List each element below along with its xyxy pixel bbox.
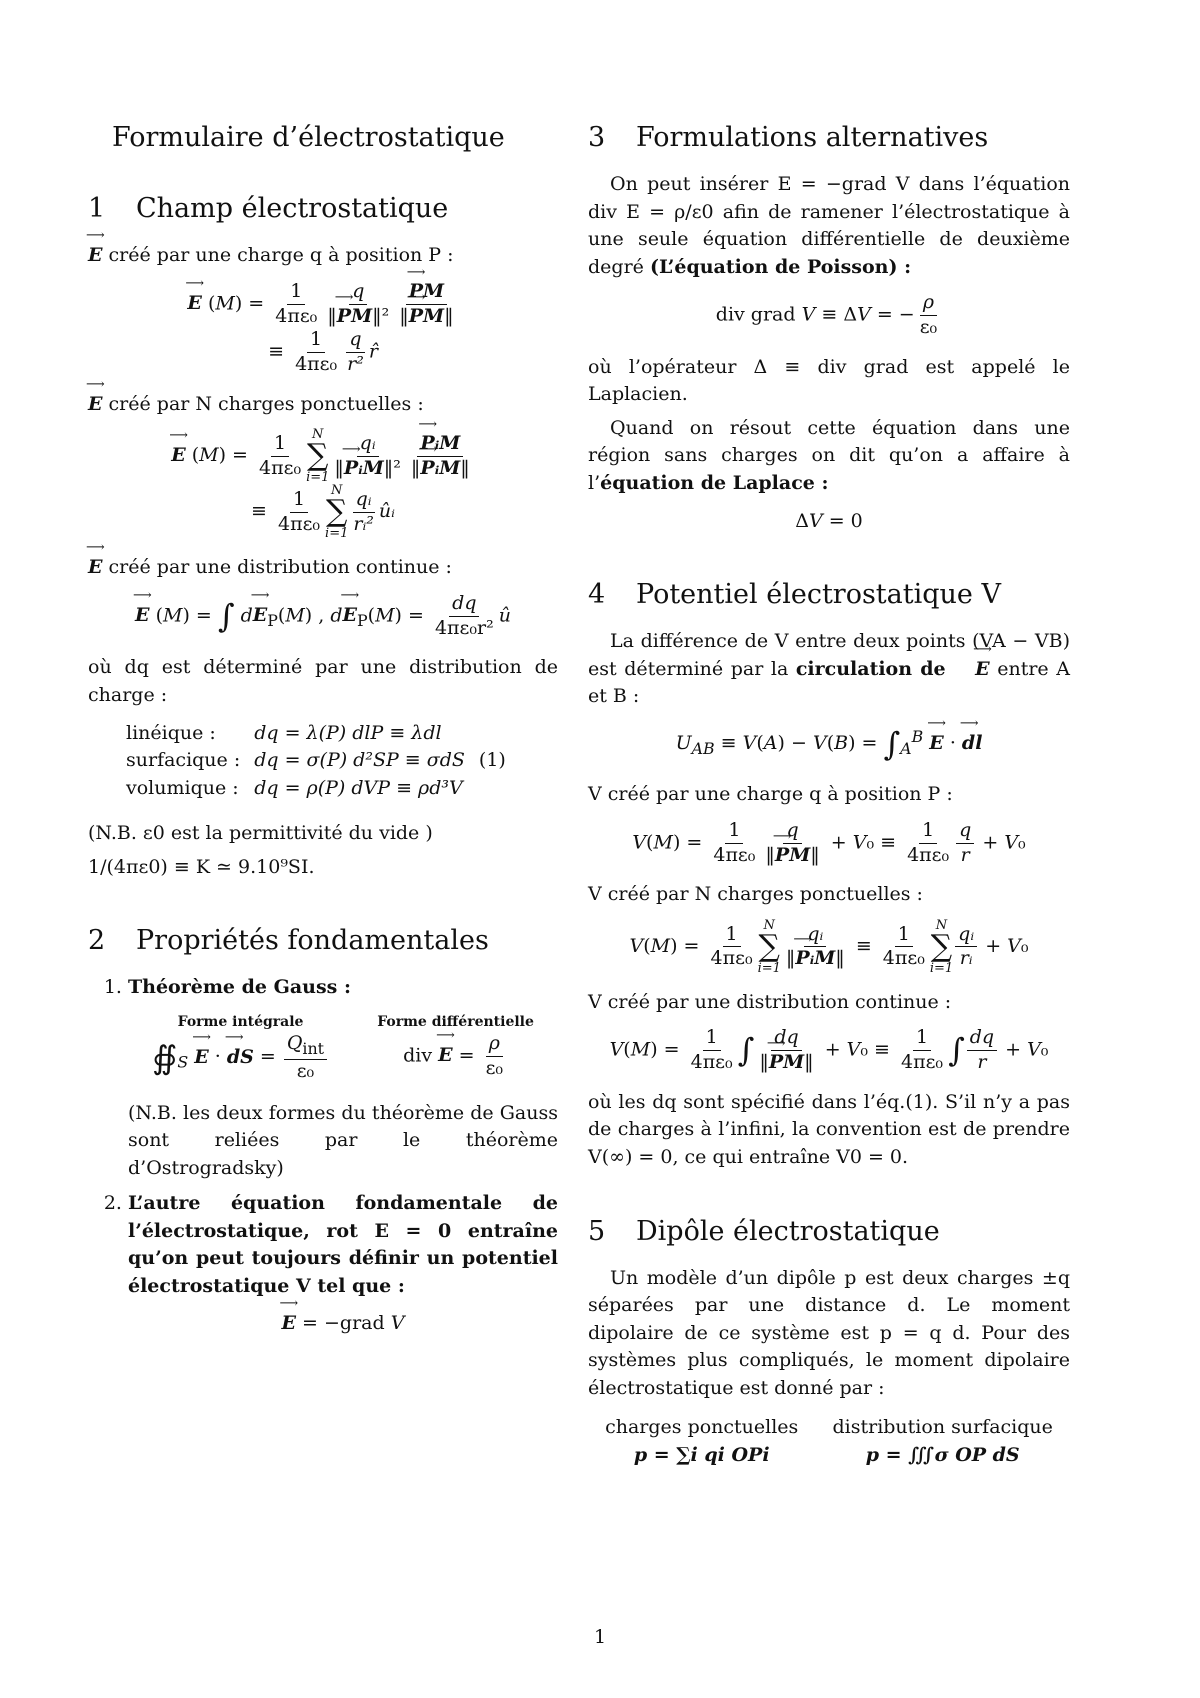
dipole-formulas [588,1414,1070,1469]
right-column [588,118,1070,1470]
e-cont-text: ⟶ E créé par une distribution continue : [88,554,558,582]
gauss-note: (N.B. les deux formes du théorème de Gauss sont reliées par le théorème d’Ostrogradsky) [128,1101,558,1179]
v-charge-text: V créé par une charge q à position P : [588,783,953,806]
distribution-row: surfacique : dq = σ(P) d²SP ≡ σdS (1) [126,747,520,775]
laplace-equation: ΔV = 0 [795,509,863,532]
e-n-equation: ⟶ E (M) = $\frac{1}{\text{4πε₀}}$ N ∑ i=1 $\frac{\text{qᵢ}}{\text{‖⟶ PᵢM‖²}}$ ⟶ $\frac{\text{PᵢM}}{\text{‖⟶ PᵢM‖}}$ ≡ $\frac{1}{\text{4πε₀}}$ N ∑ i=1 $\frac{\text{qᵢ}}{\text{rᵢ²}}$ ûᵢ [88,428,558,540]
section-2-heading: 2 Propriétés fondamentales [88,925,489,957]
dipole-ponctual: charges ponctuelles p = ∑i qi OPi [605,1416,799,1466]
v-cont-equation: V(M) = $\frac{1}{\text{4πε₀}}$ ∫ $\frac{dq}{‖⟶ PM‖}$ + V₀ ≡ $\frac{1}{\text{4πε₀}}$ ∫ $\frac{dq}{r}$ + V₀ [588,1026,1070,1075]
equation-tag: (1) [478,749,506,772]
s4-paragraph-1: La différence de V entre deux points (VA − VB) est déterminé par la circulation de ⟶ E entre A et B : [588,628,1070,711]
gauss-differential-form: Forme différentielle div ⟶ E = $\frac{\rho}{\text{ε₀}}$ [377,1012,534,1084]
page-number: 1 [593,1626,607,1648]
section-4-heading: 4 Potentiel électrostatique V [588,579,1001,611]
v-cont-text: V créé par une distribution continue : [588,990,952,1013]
dipole-surface: distribution surfacique p = ∭σ OP dS [832,1416,1053,1466]
properties-list [88,974,558,1338]
left-column [88,118,558,1352]
e-grad-equation: ⟶ E = −grad V [128,1310,558,1338]
list-item-curl: 2. L’autre équation fondamentale de l’électrostatique, rot E = 0 entraîne qu’on peut toujours définir un potentiel électrostatique V tel que : ⟶ E = −grad V [128,1190,558,1338]
s3-paragraph-2: où l’opérateur Δ ≡ div grad est appelé le Laplacien. [588,355,1070,406]
list-item-gauss: 1. Théorème de Gauss : Forme intégrale $∯_S$ ⟶ E · ⟶ dS = $\frac{Q_{int}}{\text{ε₀}}$ Forme différentielle div ⟶ E = $\frac{\rho}{\text{ε₀}}$ (N.B. les deux formes du théorème de Gauss sont reliées par le théorème d’Ostrogradsky) [128,974,558,1182]
gauss-forms [128,1012,558,1084]
e-charge-equation: ⟶ E (M) = $\frac{1}{\text{4πε₀}}$ $\frac{q}{\text{‖⟶ PM‖²}}$ ⟶ $\frac{PM}{‖⟶ PM‖}$ ≡ $\frac{1}{\text{4πε₀}}$ $\frac{q}{\text{r²}}$ r̂ [88,280,558,377]
e-charge-text: ⟶ E créé par une charge q à position P : [88,242,558,270]
nb-permittivity: (N.B. ε0 est la permittivité du vide ) [88,822,433,845]
v-charge-equation: V(M) = $\frac{1}{\text{4πε₀}}$ $\frac{q}{‖⟶ PM‖}$ + V₀ ≡ $\frac{1}{\text{4πε₀}}$ $\frac{q}{r}$ + V₀ [588,819,1070,868]
section-1-heading: 1 Champ électrostatique [88,193,449,225]
section-5-heading: 5 Dipôle électrostatique [588,1215,940,1247]
e-cont-equation: ⟶ E (M) = ∫ d⟶ $E_P(M)$ , d⟶ $E_P(M)$ = $\frac{dq}{\text{4πε₀r²}}$ û [88,592,558,641]
dq-definition: où dq est déterminé par une distribution de charge : [88,656,558,706]
v-n-equation: V(M) = $\frac{1}{\text{4πε₀}}$ N ∑ i=1 $\frac{\text{qᵢ}}{\text{‖⟶ PᵢM‖}}$ ≡ $\frac{1}{\text{4πε₀}}$ N ∑ i=1 $\frac{\text{qᵢ}}{\text{rᵢ}}$ + V₀ [588,919,1070,975]
distribution-row: volumique : dq = ρ(P) dVP ≡ ρd³V [126,776,463,799]
e-n-text: ⟶ E créé par N charges ponctuelles : [88,391,558,419]
gauss-integral-form: Forme intégrale $∯_S$ ⟶ E · ⟶ dS = $\frac{Q_{int}}{\text{ε₀}}$ [152,1012,329,1084]
s3-paragraph-1: On peut insérer E = −grad V dans l’équation div E = ρ/ε0 afin de ramener l’électrostatique à une seule équation différentielle de deuxième degré (L’équation de Poisson) : [588,173,1070,278]
distribution-table [126,720,520,803]
s4-paragraph-2: où les dq sont spécifié dans l’éq.(1). S’il n’y a pas de charges à l’infini, la convention est de prendre V(∞) = 0, ce qui entraîne V0 = 0. [588,1090,1070,1169]
document-title: Formulaire d’électrostatique [112,122,505,153]
uab-equation: $U_{AB} \equiv V(A) - V(B) = \int_A^B$ ⟶ E · ⟶ dl [588,721,1070,767]
v-n-text: V créé par N charges ponctuelles : [588,883,923,906]
distribution-row: linéique : dq = λ(P) dlP ≡ λdl [126,721,442,744]
poisson-equation: div grad V ≡ ΔV = − $\frac{\rho}{\text{ε₀}}$ [715,291,938,339]
k-value: 1/(4πε0) ≡ K ≃ 9.10⁹SI. [88,855,315,878]
section-3-heading: 3 Formulations alternatives [588,122,989,153]
s3-paragraph-3: Quand on résout cette équation dans une région sans charges on dit qu’on a affaire à l’équation de Laplace : [588,416,1070,495]
s5-paragraph-1: Un modèle d’un dipôle p est deux charges ±q séparées par une distance d. Le moment dipolaire de ce système est p = q d. Pour des systèmes plus compliqués, le moment dipolaire électrostatique est donné par : [588,1266,1070,1399]
